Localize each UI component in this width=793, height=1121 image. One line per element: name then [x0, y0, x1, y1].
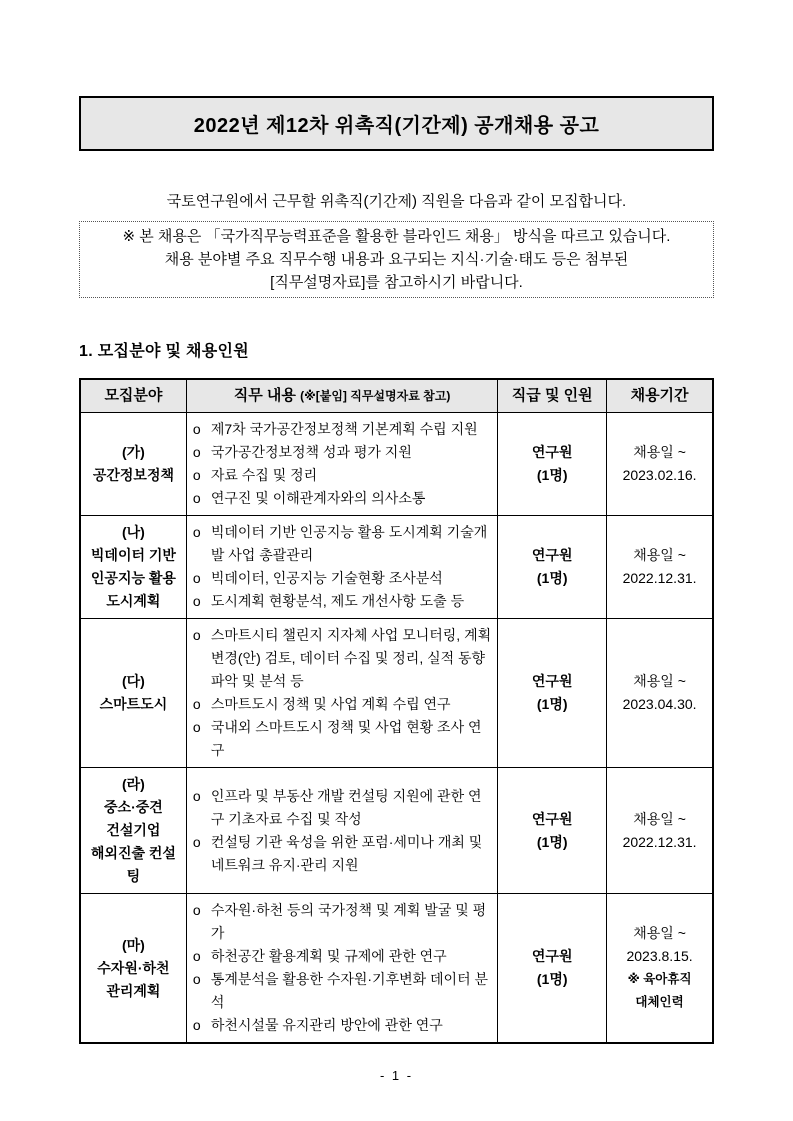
period-line: 2022.12.31. [622, 570, 697, 586]
period-line: 채용일 ~ [633, 810, 686, 827]
position-line: 연구원 [531, 547, 573, 563]
duty-text: 하천시설물 유지관리 방안에 관한 연구 [210, 1017, 443, 1033]
bullet-marker: o [192, 570, 201, 586]
table-header-row [80, 379, 713, 413]
document-title-box [79, 96, 714, 151]
duty-item [193, 968, 491, 1014]
position-line: 연구원 [531, 948, 573, 964]
position-cell [498, 768, 607, 894]
duty-text: 빅데이터, 인공지능 기술현황 조사분석 [210, 570, 443, 586]
duty-text: 컨설팅 기관 육성을 위한 포럼·세미나 개최 및 네트워크 유지·관리 지원 [210, 833, 483, 873]
bullet-marker: o [192, 948, 201, 964]
table-row [80, 413, 713, 516]
intro-text: 국토연구원에서 근무할 위촉직(기간제) 직원을 다음과 같이 모집합니다. [166, 193, 627, 210]
duty-text: 자료 수집 및 정리 [210, 467, 318, 483]
field-cell [80, 894, 186, 1044]
table-row [80, 619, 713, 768]
position-cell [498, 894, 607, 1044]
table-row [80, 516, 713, 619]
field-line: 해외진출 컨설팅 [90, 845, 176, 884]
field-line: 관리계획 [106, 982, 161, 999]
position-cell [498, 619, 607, 768]
position-line: (1명) [536, 833, 568, 850]
duties-cell [186, 619, 497, 768]
field-line: 인공지능 활용 [90, 570, 176, 586]
position-line: 연구원 [531, 444, 573, 460]
field-line: 빅데이터 기반 [90, 547, 176, 563]
period-line: 2023.02.16. [622, 467, 697, 483]
field-line: (가) [121, 444, 145, 460]
notice-box [79, 221, 714, 298]
recruitment-table [79, 378, 714, 1044]
field-line: 건설기업 [106, 822, 161, 838]
period-note-line: 대체인력 [635, 995, 684, 1009]
field-line: 공간정보정책 [92, 467, 174, 483]
duty-text: 인프라 및 부동산 개발 컨설팅 지원에 관한 연구 기초자료 수집 및 작성 [210, 787, 482, 827]
duty-text: 국가공간정보정책 성과 평가 지원 [210, 444, 412, 460]
field-line: 중소·중견 [104, 799, 163, 815]
duty-text: 제7차 국가공간정보정책 기본계획 수립 지원 [210, 421, 478, 437]
period-cell [607, 768, 713, 894]
duty-item [193, 464, 491, 487]
period-line: 채용일 ~ [633, 547, 686, 563]
position-cell [498, 516, 607, 619]
notice-line: ※ 본 채용은 「국가직무능력표준을 활용한 블라인드 채용」 방식을 따르고 있습니다. [122, 228, 671, 245]
duty-text: 스마트시티 챌린지 지자체 사업 모니터링, 계획 변경(안) 검토, 데이터 수집 및 정리, 실적 동향 파악 및 분석 등 [210, 627, 492, 689]
duty-text: 국내외 스마트도시 정책 및 사업 현황 조사 연구 [210, 719, 482, 758]
duty-text: 연구진 및 이해관계자와의 의사소통 [210, 490, 426, 506]
document-title: 2022년 제12차 위촉직(기간제) 공개채용 공고 [193, 115, 600, 137]
field-line: (나) [121, 524, 145, 540]
duty-item [193, 785, 491, 831]
duty-text: 스마트도시 정책 및 사업 계획 수립 연구 [210, 696, 451, 712]
notice-line: 채용 분야별 주요 직무수행 내용과 요구되는 지식·기술·태도 등은 첨부된 [164, 251, 629, 268]
duty-item [193, 945, 491, 968]
field-line: (다) [121, 673, 145, 689]
column-header-period: 채용기간 [607, 379, 713, 413]
position-line: (1명) [536, 971, 568, 987]
duty-text: 빅데이터 기반 인공지능 활용 도시계획 기술개발 사업 총괄관리 [210, 524, 488, 563]
bullet-marker: o [192, 971, 201, 987]
section-heading: 1. 모집분야 및 채용인원 [79, 343, 249, 360]
period-note-line: ※ 육아휴직 [627, 972, 692, 986]
bullet-marker: o [192, 467, 201, 483]
period-line: 2022.12.31. [622, 833, 697, 850]
field-cell [80, 768, 186, 894]
position-line: 연구원 [531, 810, 573, 827]
column-header-duties [186, 379, 497, 413]
period-line: 채용일 ~ [633, 673, 686, 689]
period-line: 채용일 ~ [633, 925, 686, 941]
duty-item [193, 441, 491, 464]
duty-item [193, 693, 491, 716]
table-row [80, 768, 713, 894]
duty-item [193, 624, 491, 693]
position-line: (1명) [536, 696, 568, 712]
field-line: 스마트도시 [99, 696, 168, 712]
period-cell [607, 516, 713, 619]
bullet-marker: o [192, 524, 201, 540]
field-line: 도시계획 [106, 593, 161, 609]
duty-item [193, 521, 491, 567]
bullet-marker: o [192, 1017, 201, 1033]
bullet-marker: o [192, 490, 201, 506]
column-header-duties-note: (※[붙임] 직무설명자료 참고) [300, 389, 451, 403]
position-line: 연구원 [531, 673, 573, 689]
duty-item [193, 487, 491, 510]
page-number: - 1 - [379, 1068, 414, 1083]
field-cell [80, 619, 186, 768]
period-line: 2023.8.15. [626, 948, 693, 964]
bullet-marker: o [192, 833, 201, 850]
bullet-marker: o [192, 627, 201, 643]
duty-text: 수자원·하천 등의 국가정책 및 계획 발굴 및 평가 [210, 902, 487, 941]
duty-item [193, 831, 491, 877]
field-line: (마) [121, 936, 145, 953]
duty-item [193, 1014, 491, 1037]
period-cell [607, 894, 713, 1044]
column-header-duties-title: 직무 내용 [233, 387, 296, 404]
field-line: 수자원·하천 [97, 959, 170, 976]
duty-text: 통계분석을 활용한 수자원·기후변화 데이터 분석 [210, 971, 489, 1010]
bullet-marker: o [192, 696, 201, 712]
bullet-marker: o [192, 421, 201, 437]
bullet-marker: o [192, 719, 201, 735]
period-cell [607, 413, 713, 516]
period-line: 2023.04.30. [622, 696, 697, 712]
duty-item [193, 899, 491, 945]
position-line: (1명) [536, 467, 568, 483]
table-row [80, 894, 713, 1044]
duty-item [193, 716, 491, 762]
period-line: 채용일 ~ [633, 444, 686, 460]
field-cell [80, 413, 186, 516]
position-line: (1명) [536, 570, 568, 586]
duty-item [193, 418, 491, 441]
duties-cell [186, 768, 497, 894]
column-header-field: 모집분야 [80, 379, 186, 413]
field-line: (라) [121, 776, 145, 792]
bullet-marker: o [192, 593, 201, 609]
duty-item [193, 567, 491, 590]
duty-text: 하천공간 활용계획 및 규제에 관한 연구 [210, 948, 447, 964]
duties-cell [186, 894, 497, 1044]
column-header-position: 직급 및 인원 [498, 379, 607, 413]
duties-cell [186, 516, 497, 619]
field-cell [80, 516, 186, 619]
notice-line: [직무설명자료]를 참고하시기 바랍니다. [270, 274, 523, 291]
bullet-marker: o [192, 787, 201, 804]
duty-text: 도시계획 현황분석, 제도 개선사항 도출 등 [210, 593, 465, 609]
duty-item [193, 590, 491, 613]
bullet-marker: o [192, 902, 201, 918]
position-cell [498, 413, 607, 516]
period-cell [607, 619, 713, 768]
bullet-marker: o [192, 444, 201, 460]
table-body [80, 413, 713, 1044]
duties-cell [186, 413, 497, 516]
